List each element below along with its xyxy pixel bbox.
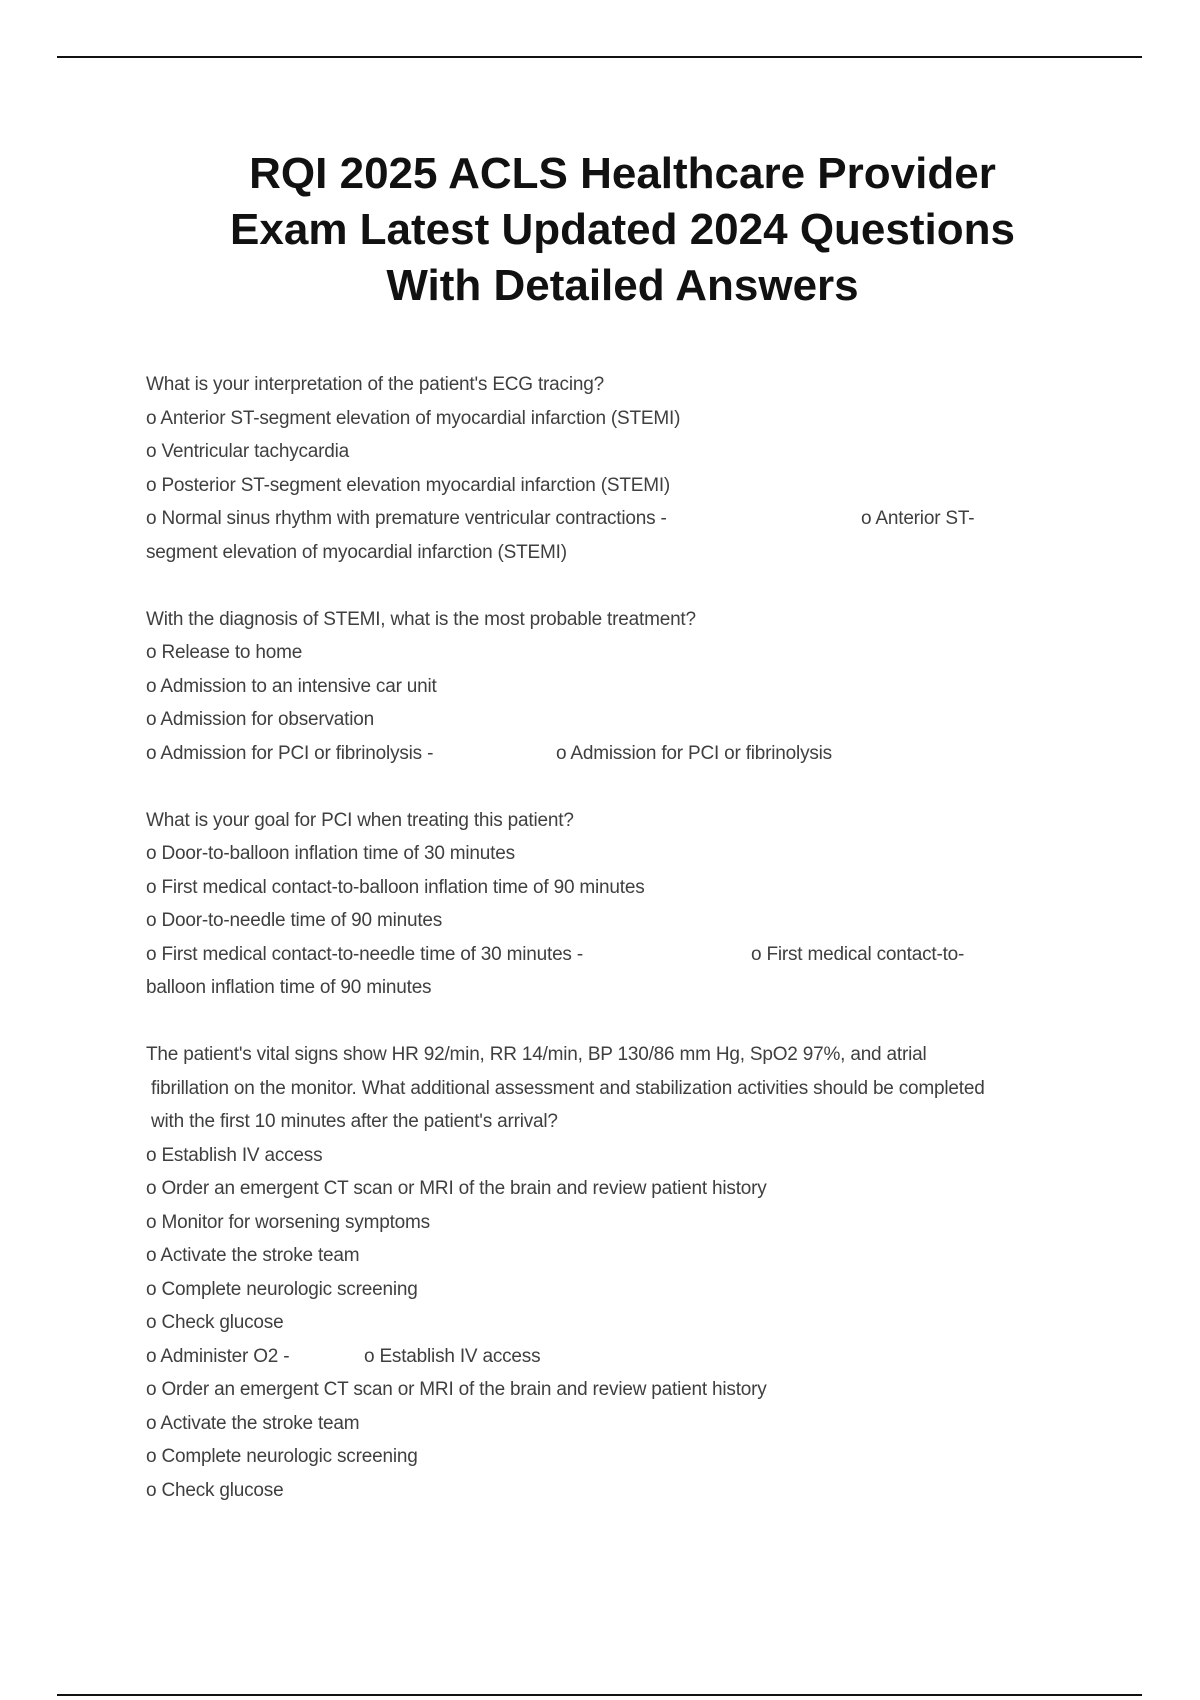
option: o Admission for PCI or fibrinolysis - [146,742,434,764]
option: o Complete neurologic screening [146,1278,418,1300]
question-3 [146,804,1106,1005]
question-1 [146,368,1106,569]
answer-continued: o Check glucose [146,1479,284,1501]
answer: o Admission for PCI or fibrinolysis [556,742,832,764]
option: o Ventricular tachycardia [146,441,350,462]
answer: o First medical contact-to- [751,943,965,965]
option: o Administer O2 - [146,1345,290,1367]
question-text: What is your goal for PCI when treating this patient? [146,809,574,831]
answer-continued: o Order an emergent CT scan or MRI of the brain and review patient history [146,1379,767,1400]
option: o Anterior ST-segment elevation of myocardial infarction (STEMI) [146,407,681,429]
option: o Admission for observation [146,709,374,730]
top-rule [57,56,1142,58]
option: o Admission to an intensive car unit [146,675,437,697]
question-text: fibrillation on the monitor. What additional assessment and stabilization activities should be completed [151,1077,985,1099]
question-4 [146,1038,1106,1507]
answer-continued: segment elevation of myocardial infarction (STEMI) [146,541,567,563]
option: o Activate the stroke team [146,1245,360,1266]
option: o Normal sinus rhythm with premature ventricular contractions - [146,508,667,529]
answer-continued: o Complete neurologic screening [146,1446,418,1467]
question-2 [146,603,1106,771]
bottom-rule [57,1694,1142,1696]
answer-continued: balloon inflation time of 90 minutes [146,977,432,998]
question-text: What is your interpretation of the patient's ECG tracing? [146,374,604,395]
option: o Check glucose [146,1312,284,1333]
option: o First medical contact-to-needle time of 30 minutes - [146,943,583,965]
document-body [146,368,1106,1541]
question-text: with the first 10 minutes after the patient's arrival? [151,1111,558,1132]
option-with-answer [146,938,1106,972]
title-line: Exam Latest Updated 2024 Questions [230,205,1015,254]
option-with-answer [146,737,1106,771]
answer-continued: o Activate the stroke team [146,1412,360,1434]
option-with-answer [146,1340,1106,1374]
question-text: The patient's vital signs show HR 92/min, RR 14/min, BP 130/86 mm Hg, SpO2 97%, and atrial [146,1044,927,1065]
option: o Establish IV access [146,1144,323,1166]
option: o Release to home [146,642,303,663]
title-line: RQI 2025 ACLS Healthcare Provider [249,149,996,198]
option: o Posterior ST-segment elevation myocardial infarction (STEMI) [146,474,671,496]
option: o Order an emergent CT scan or MRI of the brain and review patient history [146,1178,767,1199]
answer: o Establish IV access [364,1345,541,1367]
option: o First medical contact-to-balloon inflation time of 90 minutes [146,876,645,898]
option-with-answer [146,502,1106,536]
option: o Monitor for worsening symptoms [146,1211,430,1233]
option: o Door-to-balloon inflation time of 30 minutes [146,843,515,864]
title-line: With Detailed Answers [386,261,859,310]
document-title [0,146,1200,314]
answer: o Anterior ST- [861,508,975,529]
option: o Door-to-needle time of 90 minutes [146,910,443,931]
question-text: With the diagnosis of STEMI, what is the most probable treatment? [146,608,696,630]
